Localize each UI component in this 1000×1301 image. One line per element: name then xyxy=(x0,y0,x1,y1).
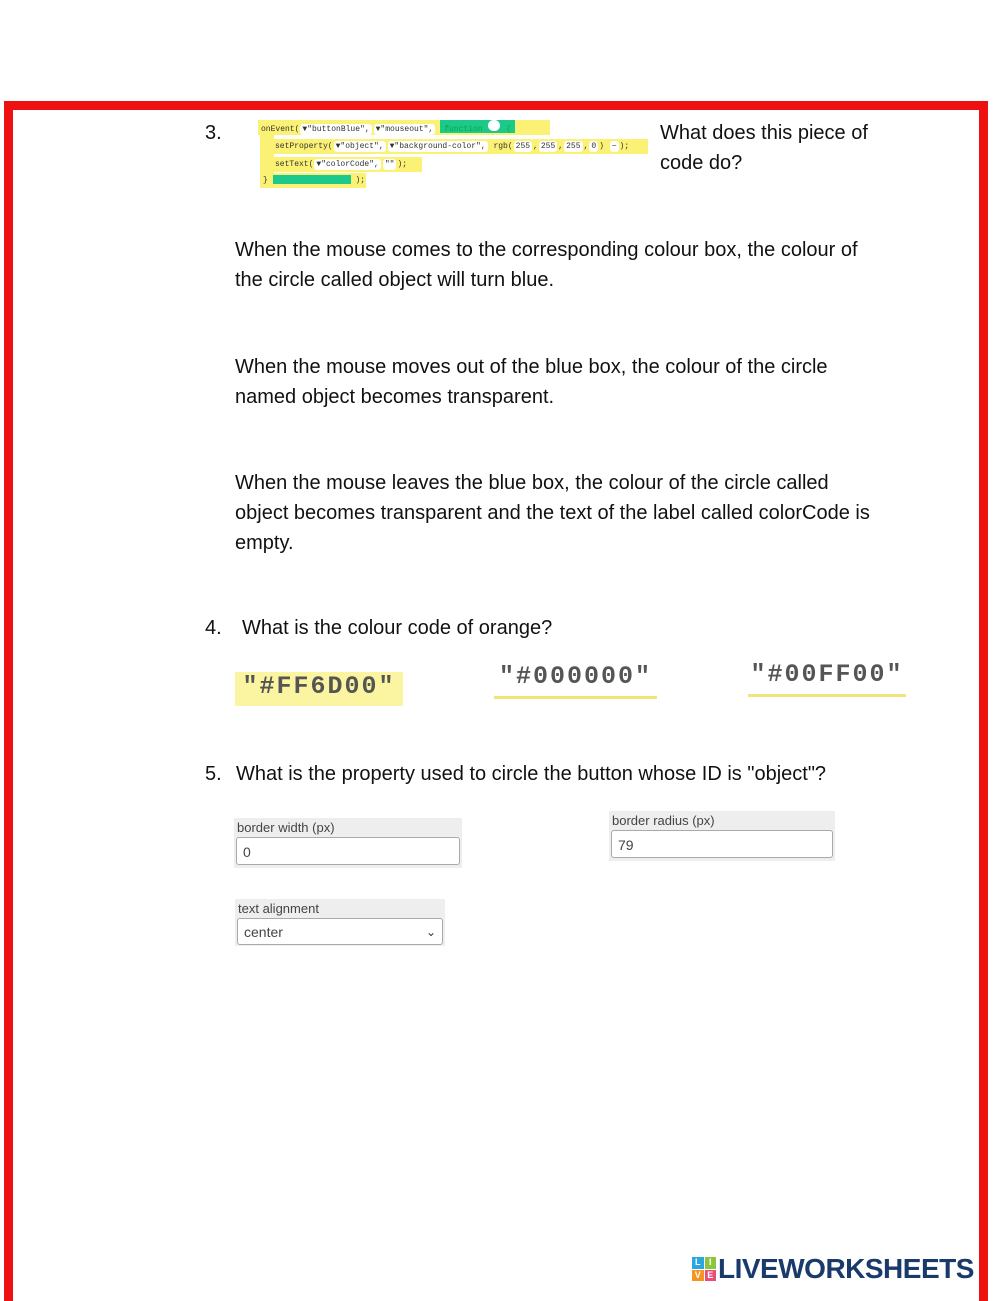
property-label: border width (px) xyxy=(237,820,335,835)
question-4-number: 4. xyxy=(205,617,222,639)
code-token: } xyxy=(263,176,268,185)
code-token: setProperty( xyxy=(275,142,333,151)
code-token: onEvent( xyxy=(261,125,300,134)
property-value: center xyxy=(244,924,283,940)
chevron-down-icon: ⌄ xyxy=(425,925,436,939)
code-token: ); xyxy=(397,160,408,169)
code-token: − xyxy=(611,142,617,151)
code-token: 255 xyxy=(515,142,531,151)
logo-mark-letter: I xyxy=(705,1257,717,1269)
code-token: 255 xyxy=(540,142,556,151)
property-select xyxy=(237,918,443,945)
question-3-number: 3. xyxy=(205,122,222,144)
code-token: ▼"buttonBlue", xyxy=(302,125,370,134)
logo-mark-icon xyxy=(692,1257,716,1281)
code-token xyxy=(440,120,515,133)
logo-mark-letter: L xyxy=(692,1257,704,1269)
code-token: ▼"colorCode", xyxy=(316,160,379,169)
code-line-2: setProperty( ▼"object", ▼"background-color", rgb( 255 , 255 , 255 , 0 ) − ); xyxy=(272,139,648,154)
property-value: 0 xyxy=(236,837,460,865)
question-4-text: What is the colour code of orange? xyxy=(242,617,553,639)
code-token: 0 xyxy=(591,142,597,151)
code-token: ▼"mouseout", xyxy=(375,125,434,134)
property-label: border radius (px) xyxy=(612,813,715,828)
logo-mark-letter: E xyxy=(705,1270,717,1282)
liveworksheets-logo xyxy=(692,1252,974,1286)
code-token: ); xyxy=(355,176,366,185)
code-token: "" xyxy=(384,160,395,169)
color-code-option-1[interactable]: "#FF6D00" xyxy=(235,672,403,706)
code-line-1 xyxy=(258,120,550,135)
logo-text: LIVEWORKSHEETS xyxy=(718,1253,974,1284)
code-token: rgb( xyxy=(493,142,513,151)
code-token: ); xyxy=(619,142,630,151)
code-token: 255 xyxy=(566,142,581,151)
code-block-image xyxy=(258,118,650,190)
property-option-text-alignment[interactable] xyxy=(235,899,445,946)
property-option-border-width[interactable] xyxy=(234,818,462,868)
question-5-text: What is the property used to circle the button whose ID is "object"? xyxy=(236,763,827,785)
question-3-option-2[interactable]: When the mouse moves out of the blue box, the colour of the circle named object becomes transparent. xyxy=(235,356,828,408)
code-token: { xyxy=(506,125,512,134)
question-3-option-3[interactable]: When the mouse leaves the blue box, the colour of the circle called object becomes transparent and the text of the label called colorCode is empty. xyxy=(235,472,870,554)
question-3-option-1[interactable]: When the mouse comes to the corresponding colour box, the colour of the circle called object will turn blue. xyxy=(235,239,858,291)
code-token xyxy=(488,120,500,131)
code-token: setText( xyxy=(275,160,314,169)
property-label: text alignment xyxy=(238,901,319,916)
question-3-text: What does this piece of code do? xyxy=(660,122,868,174)
code-token: function xyxy=(444,125,483,134)
code-line-4 xyxy=(260,173,366,188)
logo-mark-letter: V xyxy=(692,1270,704,1282)
color-code-option-2[interactable]: "#000000" xyxy=(494,662,657,699)
code-token: ▼"object", xyxy=(335,142,384,151)
property-option-border-radius[interactable] xyxy=(609,811,835,861)
code-token: ▼"background-color", xyxy=(389,142,486,151)
code-line-3 xyxy=(272,157,422,172)
code-function-body xyxy=(273,175,351,184)
question-5-number: 5. xyxy=(205,763,222,785)
color-code-option-3[interactable]: "#00FF00" xyxy=(748,660,906,697)
property-value: 79 xyxy=(611,830,833,858)
